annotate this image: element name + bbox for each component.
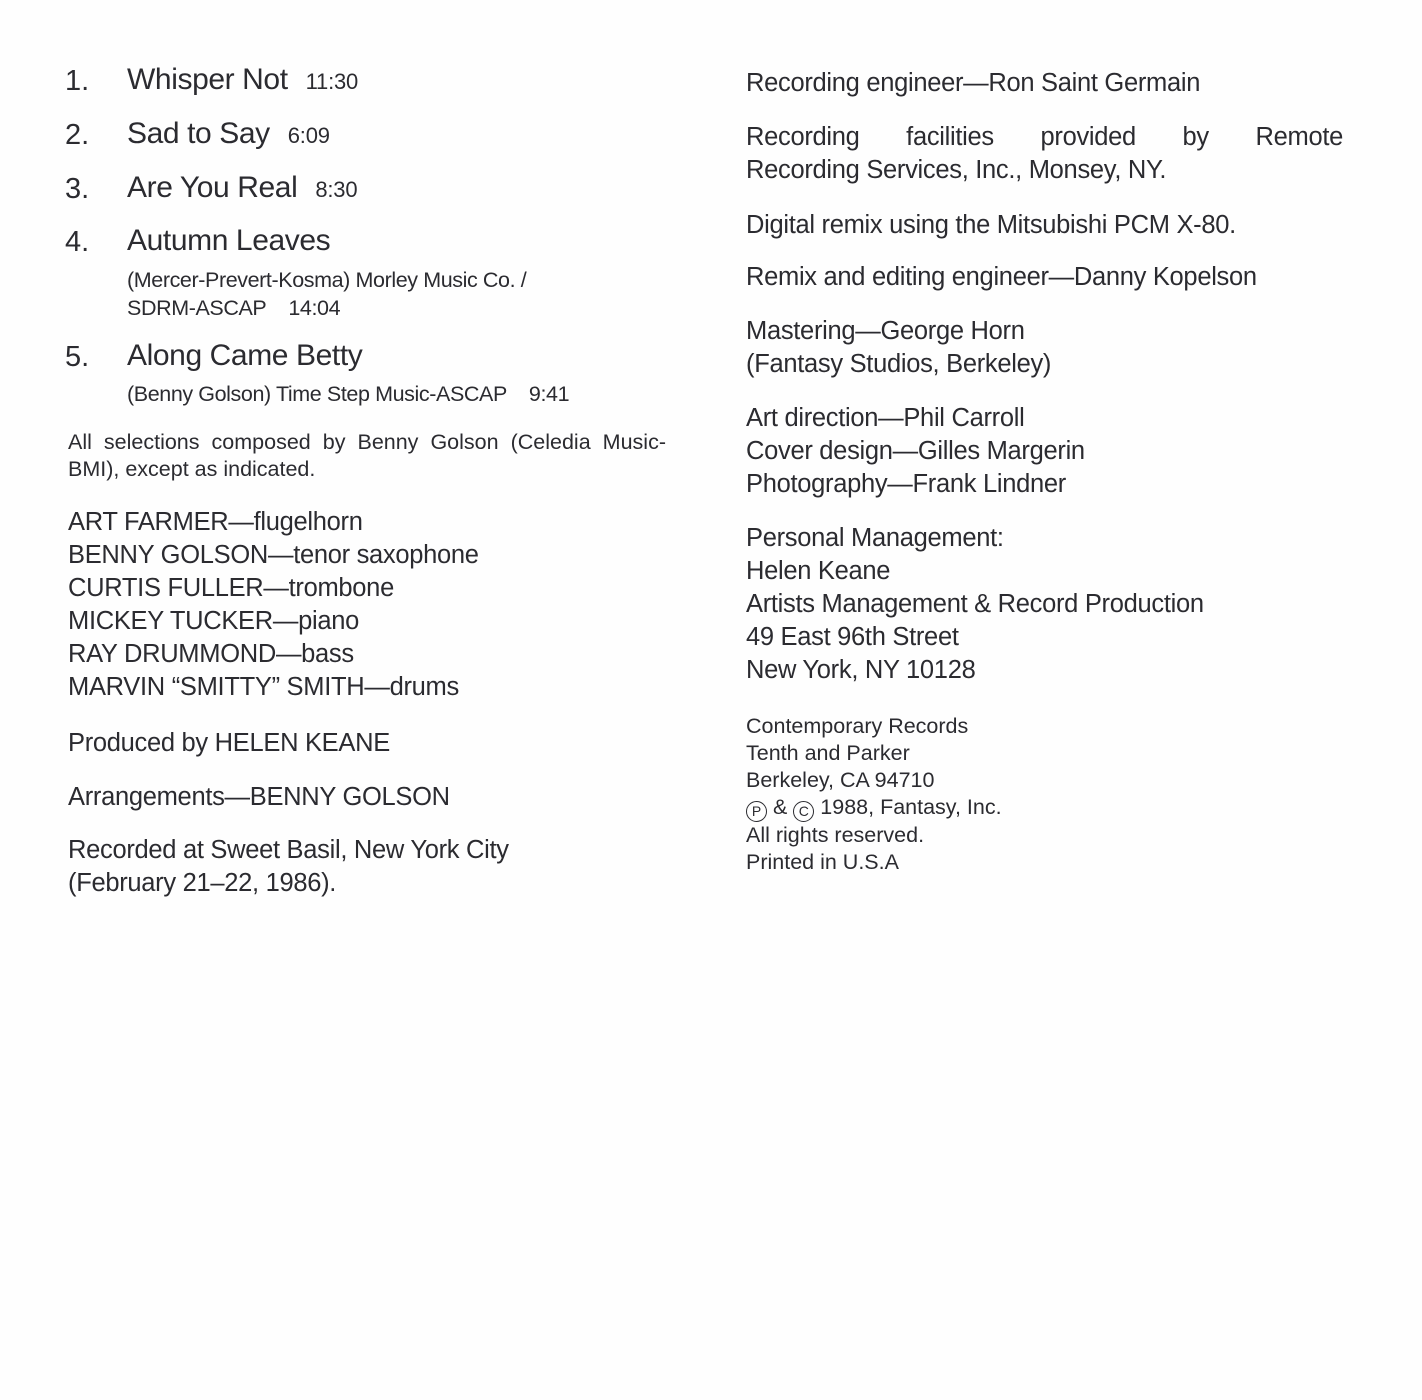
personnel-item: MARVIN “SMITTY” SMITH—drums (68, 673, 459, 701)
track-number: 5. (65, 341, 90, 373)
composition-note: All selections composed by Benny Golson (Celedia Music-BMI), except as indicated. (68, 430, 666, 481)
management-line: New York, NY 10128 (746, 656, 976, 684)
management-contact (746, 522, 1204, 687)
digital-remix-text: Digital remix using the Mitsubishi PCM X-80. (746, 211, 1236, 239)
label-info (746, 713, 1002, 876)
track-title (127, 171, 357, 205)
remix-engineer-text: Remix and editing engineer—Danny Kopelson (746, 263, 1257, 291)
copyright-line (746, 794, 1002, 822)
track-credit (127, 380, 569, 408)
recording-location-line: Recorded at Sweet Basil, New York City (68, 836, 509, 864)
label-city: Berkeley, CA 94710 (746, 768, 935, 792)
recording-date-line: (February 21–22, 1986). (68, 869, 337, 897)
printed-text: Printed in U.S.A (746, 850, 899, 874)
track-number: 2. (65, 119, 90, 151)
track-number: 3. (65, 173, 90, 205)
facilities-line: Recording facilities provided by Remote (746, 123, 1343, 151)
track-time: 11:30 (305, 69, 359, 94)
track-title-text: Whisper Not (127, 63, 288, 96)
remix-engineer-credit (746, 261, 1257, 294)
arrangements-credit (68, 781, 450, 814)
track-title-text: Sad to Say (127, 117, 270, 150)
copyright-icon: C (793, 801, 814, 822)
management-line: Personal Management: (746, 524, 1004, 552)
recording-facilities-credit (746, 121, 1343, 187)
facilities-line: Recording Services, Inc., Monsey, NY. (746, 156, 1167, 184)
track-time: 9:41 (528, 382, 570, 406)
art-direction-text: Art direction—Phil Carroll (746, 404, 1025, 432)
cover-design-text: Cover design—Gilles Margerin (746, 437, 1085, 465)
label-street: Tenth and Parker (746, 741, 910, 765)
track-title (127, 117, 330, 151)
mastering-credit (746, 315, 1051, 381)
personnel-item: BENNY GOLSON—tenor saxophone (68, 541, 479, 569)
track-time: 8:30 (315, 177, 358, 202)
personnel-item: RAY DRUMMOND—bass (68, 640, 354, 668)
track-title-text: Are You Real (127, 171, 298, 204)
personnel-item: MICKEY TUCKER—piano (68, 607, 359, 635)
personnel-list (68, 506, 479, 704)
track-credit: (Mercer-Prevert-Kosma) Morley Music Co. / (127, 268, 527, 292)
track-title-text: Along Came Betty (127, 339, 363, 372)
personnel-item: CURTIS FULLER—trombone (68, 574, 394, 602)
phonogram-icon: P (746, 801, 767, 822)
track-credit (127, 294, 340, 322)
track-number: 1. (65, 65, 90, 97)
producer-credit (68, 727, 390, 760)
track-time: 6:09 (287, 123, 330, 148)
ampersand: & (772, 795, 788, 819)
mastering-line: (Fantasy Studios, Berkeley) (746, 350, 1052, 378)
recording-engineer-credit (746, 67, 1200, 100)
track-title (127, 63, 358, 97)
track-title (127, 339, 362, 373)
track-credit-text: SDRM-ASCAP (127, 296, 267, 320)
track-number: 4. (65, 226, 90, 258)
rights-text: All rights reserved. (746, 823, 925, 847)
track-title (127, 224, 330, 258)
track-time: 14:04 (288, 296, 341, 320)
arrangements-text: Arrangements—BENNY GOLSON (68, 783, 450, 811)
label-name: Contemporary Records (746, 714, 969, 738)
management-line: Artists Management & Record Production (746, 590, 1204, 618)
management-line: Helen Keane (746, 557, 891, 585)
digital-remix-credit (746, 209, 1236, 242)
personnel-item: ART FARMER—flugelhorn (68, 508, 363, 536)
producer-text: Produced by HELEN KEANE (68, 729, 390, 757)
track-credit-text: (Benny Golson) Time Step Music-ASCAP (127, 382, 507, 406)
recording-location (68, 834, 509, 900)
copyright-text: 1988, Fantasy, Inc. (820, 795, 1002, 819)
photography-text: Photography—Frank Lindner (746, 470, 1066, 498)
design-credits (746, 402, 1085, 501)
mastering-line: Mastering—George Horn (746, 317, 1025, 345)
recording-engineer-text: Recording engineer—Ron Saint Germain (746, 69, 1201, 97)
management-line: 49 East 96th Street (746, 623, 959, 651)
track-title-text: Autumn Leaves (127, 224, 331, 257)
